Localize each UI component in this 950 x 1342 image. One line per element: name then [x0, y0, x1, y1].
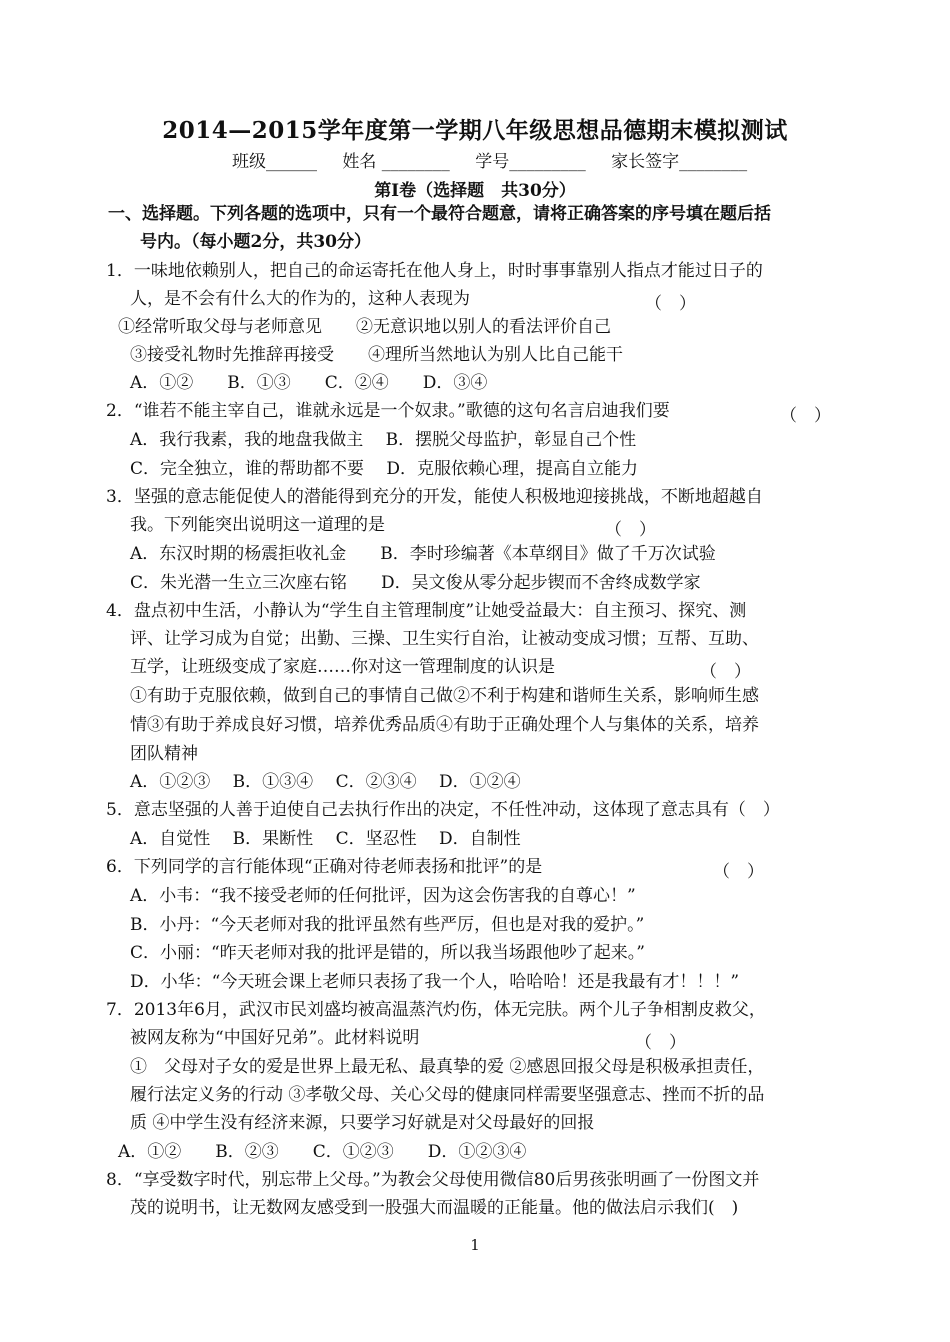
- volume-heading: 第Ⅰ卷（选择题 共30分）: [374, 181, 576, 201]
- section-heading-line-2: 号内。（每小题2分，共30分）: [140, 232, 371, 252]
- q4-options-3: 团队精神: [130, 744, 198, 764]
- q1-line-1: 1．一味地依赖别人，把自己的命运寄托在他人身上，时时事事靠别人指点才能过日子的: [106, 261, 763, 281]
- exam-title: 2014—2015学年度第一学期八年级思想品德期末模拟测试: [162, 117, 788, 144]
- q3-line-2: 我。下列能突出说明这一道理的是: [130, 515, 385, 535]
- q4-options-2: 情③有助于养成良好习惯，培养优秀品质④有助于正确处理个人与集体的关系，培养: [130, 715, 759, 735]
- q3-line-1: 3．坚强的意志能促使人的潜能得到充分的开发，能使人积极地迎接挑战，不断地超越自: [106, 487, 763, 507]
- name-field[interactable]: 姓名 ________: [342, 152, 450, 172]
- section-heading-line-1: 一、选择题。下列各题的选项中，只有一个最符合题意，请将正确答案的序号填在题后括: [108, 204, 771, 224]
- q7-choices: A．①② B．②③ C．①②③ D．①②③④: [118, 1142, 527, 1162]
- q6-choice-c: C．小丽：“昨天老师对我的批评是错的，所以我当场跟他吵了起来。”: [130, 943, 645, 963]
- q4-choices: A．①②③ B．①③④ C．②③④ D．①②④: [130, 772, 521, 792]
- q2-line-1: 2．“谁若不能主宰自己，谁就永远是一个奴隶。”歌德的这句名言启迪我们要: [106, 401, 670, 421]
- parent-signature-field[interactable]: 家长签字________: [611, 152, 748, 172]
- student-number-field[interactable]: 学号_________: [475, 152, 586, 172]
- q6-choice-a: A．小韦：“我不接受老师的任何批评，因为这会伤害我的自尊心！”: [130, 886, 636, 906]
- q7-options-1: ① 父母对子女的爱是世界上最无私、最真挚的爱 ②感恩回报父母是积极承担责任，: [130, 1057, 765, 1077]
- class-field[interactable]: 班级______: [232, 152, 317, 172]
- q7-options-2: 履行法定义务的行动 ③孝敬父母、关心父母的健康同样需要坚强意志、挫而不折的品: [130, 1085, 765, 1105]
- q7-line-2: 被网友称为“中国好兄弟”。此材料说明: [130, 1028, 420, 1048]
- q7-options-3: 质 ④中学生没有经济来源，只要学习好就是对父母最好的回报: [130, 1113, 595, 1133]
- q7-line-1: 7．2013年6月，武汉市民刘盛均被高温蒸汽灼伤，体无完肤。两个儿子争相割皮救父，: [106, 1000, 766, 1020]
- q1-choices: A．①② B．①③ C．②④ D．③④: [130, 373, 488, 393]
- q3-choices-cd: C．朱光潜一生立三次座右铭 D．吴文俊从零分起步锲而不舍终成数学家: [130, 573, 701, 593]
- q1-options-2: ③接受礼物时先推辞再接受 ④理所当然地认为别人比自己能干: [130, 345, 623, 365]
- q1-line-2: 人，是不会有什么大的作为的，这种人表现为: [130, 289, 470, 309]
- q6-line-1: 6．下列同学的言行能体现“正确对待老师表扬和批评”的是: [106, 857, 543, 877]
- q4-line-2: 评、让学习成为自觉；出勤、三操、卫生实行自治，让被动变成习惯；互帮、互助、: [130, 629, 759, 649]
- q6-choice-b: B．小丹：“今天老师对我的批评虽然有些严厉，但也是对我的爱护。”: [130, 915, 645, 935]
- q5-line-1: 5．意志坚强的人善于迫使自己去执行作出的决定，不任性冲动，这体现了意志具有（ ）: [106, 800, 780, 820]
- student-info-row: [232, 147, 767, 172]
- q3-answer-blank[interactable]: （ ）: [605, 520, 656, 540]
- q2-choices-ab: A．我行我素，我的地盘我做主 B．摆脱父母监护，彰显自己个性: [130, 430, 637, 450]
- q4-line-3: 互学，让班级变成了家庭……你对这一管理制度的认识是: [130, 657, 555, 677]
- q4-options-1: ①有助于克服依赖，做到自己的事情自己做②不利于构建和谐师生关系，影响师生感: [130, 686, 759, 706]
- q6-choice-d: D．小华：“今天班会课上老师只表扬了我一个人，哈哈哈！还是我最有才！！！”: [130, 972, 740, 992]
- q2-choices-cd: C．完全独立，谁的帮助都不要 D．克服依赖心理，提高自立能力: [130, 459, 639, 479]
- q2-answer-blank[interactable]: （ ）: [780, 406, 831, 426]
- q6-answer-blank[interactable]: （ ）: [713, 862, 764, 882]
- q3-choices-ab: A．东汉时期的杨震拒收礼金 B．李时珍编著《本草纲目》做了千万次试验: [130, 544, 716, 564]
- q7-answer-blank[interactable]: （ ）: [635, 1033, 686, 1053]
- q1-answer-blank[interactable]: （ ）: [645, 294, 696, 314]
- q5-choices: A．自觉性 B．果断性 C．坚忍性 D．自制性: [130, 829, 521, 849]
- q8-line-2: 茂的说明书，让无数网友感受到一股强大而温暖的正能量。他的做法启示我们( ): [130, 1198, 739, 1218]
- q1-options-1: ①经常听取父母与老师意见 ②无意识地以别人的看法评价自己: [118, 317, 611, 337]
- page-number: 1: [470, 1236, 480, 1254]
- q8-line-1: 8．“享受数字时代，别忘带上父母。”为教会父母使用微信80后男孩张明画了一份图文并: [106, 1170, 760, 1190]
- q4-answer-blank[interactable]: （ ）: [700, 662, 751, 682]
- q4-line-1: 4．盘点初中生活，小静认为“学生自主管理制度”让她受益最大：自主预习、探究、测: [106, 601, 747, 621]
